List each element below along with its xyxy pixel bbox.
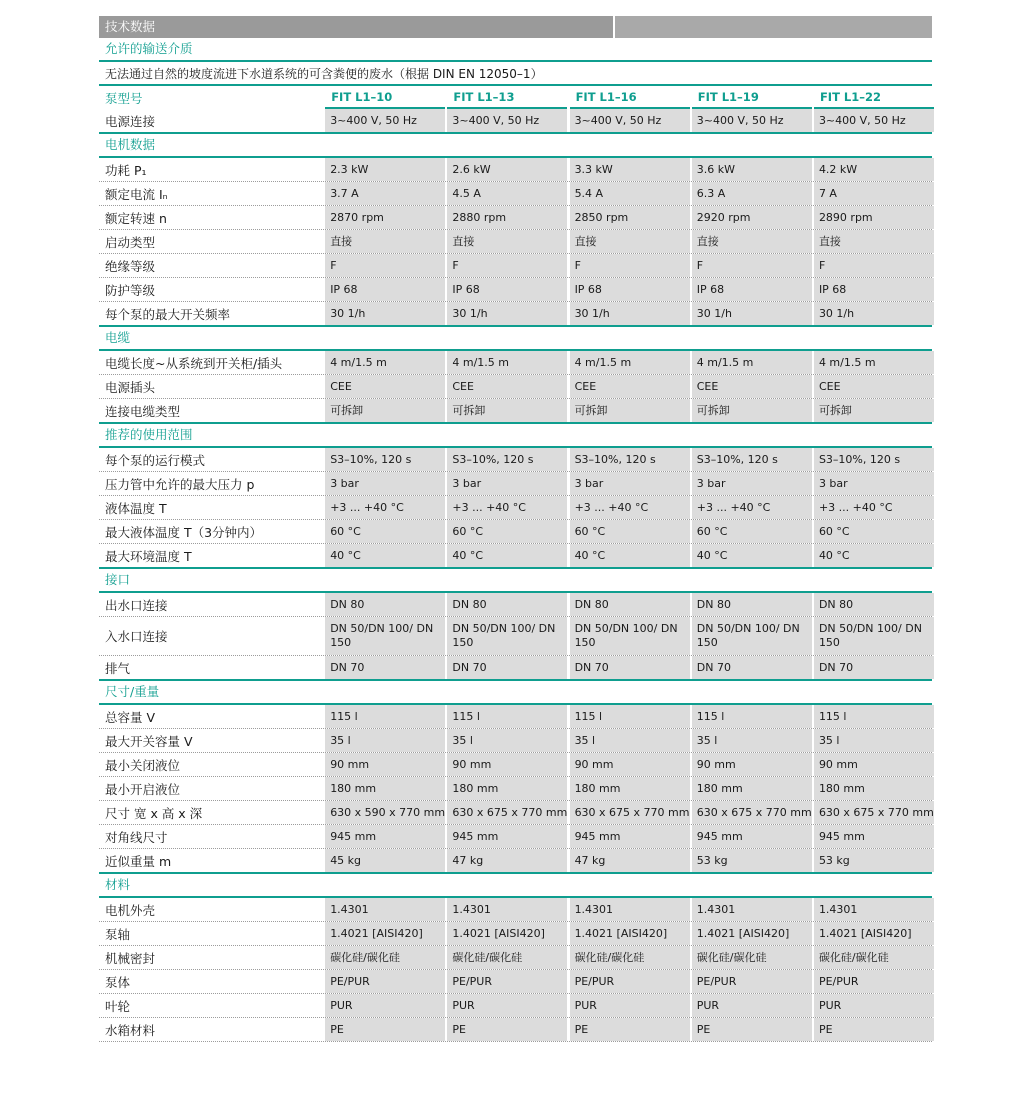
- row-label: 最大液体温度 T（3分钟内）: [105, 524, 263, 540]
- table-row: [99, 849, 932, 874]
- model-name: FIT L1–19: [692, 86, 812, 109]
- cell: 1.4301: [325, 898, 445, 921]
- cell: 1.4021 [AISI420]: [325, 922, 445, 945]
- model-header-row: [99, 86, 932, 109]
- table-row: [99, 705, 932, 729]
- cell: CEE: [325, 375, 445, 398]
- model-name: FIT L1–16: [570, 86, 690, 109]
- table-row: [99, 472, 932, 496]
- row-label: 最小开启液位: [105, 781, 181, 797]
- cell: DN 70: [325, 656, 445, 679]
- table-row: [99, 182, 932, 206]
- section-usage: [99, 424, 932, 448]
- cell: 53 kg: [692, 849, 812, 872]
- table-row: [99, 399, 932, 424]
- material-rows: [99, 898, 932, 1042]
- row-label: 近似重量 m: [105, 853, 172, 869]
- cell: PE: [692, 1018, 812, 1041]
- cell: 180 mm: [814, 777, 934, 800]
- cell: 3~400 V, 50 Hz: [570, 109, 690, 132]
- table-row: [99, 617, 932, 656]
- cell: S3–10%, 120 s: [814, 448, 934, 471]
- cell: 35 l: [814, 729, 934, 752]
- cell: 60 °C: [692, 520, 812, 543]
- row-label: 电缆长度~从系统到开关柜/插头: [105, 355, 283, 371]
- row-label: 排气: [105, 660, 131, 676]
- cell: 2870 rpm: [325, 206, 445, 229]
- cell: 60 °C: [447, 520, 567, 543]
- row-label: 泵体: [105, 974, 131, 990]
- cell: 3 bar: [570, 472, 690, 495]
- cell: 115 l: [325, 705, 445, 728]
- cell: 180 mm: [692, 777, 812, 800]
- cell: 碳化硅/碳化硅: [692, 946, 812, 969]
- cell: 115 l: [814, 705, 934, 728]
- cell: S3–10%, 120 s: [447, 448, 567, 471]
- row-label: 电机外壳: [105, 902, 156, 918]
- cell: F: [447, 254, 567, 277]
- cell: 可拆卸: [692, 399, 812, 422]
- cell: S3–10%, 120 s: [325, 448, 445, 471]
- cell: DN 70: [692, 656, 812, 679]
- cell: F: [692, 254, 812, 277]
- section-usage-title: 推荐的使用范围: [105, 427, 193, 442]
- section-dimensions: [99, 681, 932, 705]
- table-row: [99, 302, 932, 327]
- section-connections: [99, 569, 932, 593]
- cell: 3.6 kW: [692, 158, 812, 181]
- usage-rows: [99, 448, 932, 569]
- cell: F: [325, 254, 445, 277]
- model-name: FIT L1–13: [447, 86, 567, 109]
- cell: S3–10%, 120 s: [570, 448, 690, 471]
- cell: 945 mm: [325, 825, 445, 848]
- cell: 可拆卸: [325, 399, 445, 422]
- section-medium-title: 允许的输送介质: [105, 41, 193, 56]
- cell: DN 80: [325, 593, 445, 616]
- table-row: [99, 1018, 932, 1042]
- cell: 60 °C: [814, 520, 934, 543]
- row-label: 额定转速 n: [105, 210, 167, 226]
- cell: 6.3 A: [692, 182, 812, 205]
- cell: 碳化硅/碳化硅: [570, 946, 690, 969]
- cell: PE: [447, 1018, 567, 1041]
- cell: DN 80: [447, 593, 567, 616]
- cell: 40 °C: [570, 544, 690, 567]
- motor-rows: [99, 158, 932, 327]
- cell: DN 70: [570, 656, 690, 679]
- row-label: 出水口连接: [105, 597, 168, 613]
- cell: CEE: [447, 375, 567, 398]
- row-label: 每个泵的最大开关频率: [105, 306, 231, 322]
- cell: 4 m/1.5 m: [447, 351, 567, 374]
- table-row: [99, 753, 932, 777]
- cell: PE: [570, 1018, 690, 1041]
- cell: 2920 rpm: [692, 206, 812, 229]
- page-title: 技术数据: [105, 19, 156, 34]
- cell: 3~400 V, 50 Hz: [447, 109, 567, 132]
- row-label: 总容量 V: [105, 709, 156, 725]
- cell: DN 50/DN 100/ DN 150: [447, 617, 567, 655]
- cell: 40 °C: [814, 544, 934, 567]
- cell: PE/PUR: [570, 970, 690, 993]
- cell: +3 ... +40 °C: [325, 496, 445, 519]
- cell: 3 bar: [447, 472, 567, 495]
- section-materials-title: 材料: [105, 877, 131, 892]
- cell: IP 68: [814, 278, 934, 301]
- cell: +3 ... +40 °C: [447, 496, 567, 519]
- row-label: 绝缘等级: [105, 258, 156, 274]
- cell: 2880 rpm: [447, 206, 567, 229]
- cell: 2.6 kW: [447, 158, 567, 181]
- cell: 1.4021 [AISI420]: [447, 922, 567, 945]
- cell: 40 °C: [692, 544, 812, 567]
- connection-rows: [99, 593, 932, 681]
- row-label: 电源插头: [105, 379, 156, 395]
- cell: S3–10%, 120 s: [692, 448, 812, 471]
- section-materials: [99, 874, 932, 898]
- cell: 3~400 V, 50 Hz: [692, 109, 812, 132]
- table-row: [99, 825, 932, 849]
- cell: 3 bar: [325, 472, 445, 495]
- row-label: 最大开关容量 V: [105, 733, 193, 749]
- cell: PE: [814, 1018, 934, 1041]
- cell: CEE: [570, 375, 690, 398]
- cell: 90 mm: [325, 753, 445, 776]
- cell: 47 kg: [447, 849, 567, 872]
- cell: 30 1/h: [814, 302, 934, 325]
- cell: 4 m/1.5 m: [692, 351, 812, 374]
- row-label: 水箱材料: [105, 1022, 156, 1038]
- cell: 直接: [447, 230, 567, 253]
- cell: 53 kg: [814, 849, 934, 872]
- table-row: [99, 351, 932, 375]
- cell: DN 50/DN 100/ DN 150: [692, 617, 812, 655]
- cell: 2.3 kW: [325, 158, 445, 181]
- cell: 180 mm: [570, 777, 690, 800]
- cell: 4.2 kW: [814, 158, 934, 181]
- cell: 60 °C: [325, 520, 445, 543]
- cell: 3 bar: [692, 472, 812, 495]
- cell: 碳化硅/碳化硅: [814, 946, 934, 969]
- cell: PUR: [814, 994, 934, 1017]
- cell: 3 bar: [814, 472, 934, 495]
- cell: 3~400 V, 50 Hz: [325, 109, 445, 132]
- cell: 4.5 A: [447, 182, 567, 205]
- cell: 45 kg: [325, 849, 445, 872]
- table-row: [99, 970, 932, 994]
- cell: 可拆卸: [570, 399, 690, 422]
- cell: 3.7 A: [325, 182, 445, 205]
- cell: +3 ... +40 °C: [570, 496, 690, 519]
- cell: 630 x 675 x 770 mm: [447, 801, 567, 824]
- section-cable: [99, 327, 932, 351]
- cell: +3 ... +40 °C: [692, 496, 812, 519]
- row-label: 对角线尺寸: [105, 829, 168, 845]
- cell: 35 l: [570, 729, 690, 752]
- table-row: [99, 777, 932, 801]
- cell: IP 68: [692, 278, 812, 301]
- cell: 可拆卸: [814, 399, 934, 422]
- table-row: [99, 898, 932, 922]
- cell: 3.3 kW: [570, 158, 690, 181]
- cell: 60 °C: [570, 520, 690, 543]
- cell: F: [570, 254, 690, 277]
- row-label: 连接电缆类型: [105, 403, 181, 419]
- cell: 945 mm: [814, 825, 934, 848]
- row-label: 机械密封: [105, 950, 156, 966]
- medium-description-text: 无法通过自然的坡度流进下水道系统的可含粪便的废水（根据 DIN EN 12050–1）: [105, 66, 543, 81]
- cell: 30 1/h: [692, 302, 812, 325]
- table-row: [99, 593, 932, 617]
- cell: DN 70: [447, 656, 567, 679]
- model-label: 泵型号: [105, 90, 143, 106]
- row-label: 液体温度 T: [105, 500, 167, 516]
- row-label: 启动类型: [105, 234, 156, 250]
- cell: DN 80: [692, 593, 812, 616]
- cell: 90 mm: [570, 753, 690, 776]
- table-row: [99, 729, 932, 753]
- table-row: [99, 994, 932, 1018]
- title-bar: [99, 16, 932, 38]
- cell: 40 °C: [325, 544, 445, 567]
- cell: PUR: [447, 994, 567, 1017]
- table-row: [99, 254, 932, 278]
- row-label: 电源连接: [105, 113, 156, 129]
- cell: 35 l: [692, 729, 812, 752]
- cell: DN 50/DN 100/ DN 150: [325, 617, 445, 655]
- table-row: [99, 922, 932, 946]
- section-medium: [99, 38, 932, 62]
- cell: 945 mm: [447, 825, 567, 848]
- cell: F: [814, 254, 934, 277]
- cell: 直接: [570, 230, 690, 253]
- cell: 47 kg: [570, 849, 690, 872]
- cell: IP 68: [325, 278, 445, 301]
- row-label: 尺寸 宽 x 高 x 深: [105, 805, 203, 821]
- cell: 630 x 590 x 770 mm: [325, 801, 445, 824]
- cell: 直接: [325, 230, 445, 253]
- cell: 945 mm: [692, 825, 812, 848]
- cell: 630 x 675 x 770 mm: [814, 801, 934, 824]
- cell: PUR: [570, 994, 690, 1017]
- model-name: FIT L1–10: [325, 86, 445, 109]
- cell: 1.4021 [AISI420]: [814, 922, 934, 945]
- cell: PUR: [325, 994, 445, 1017]
- cell: 可拆卸: [447, 399, 567, 422]
- cell: DN 50/DN 100/ DN 150: [570, 617, 690, 655]
- cell: 30 1/h: [325, 302, 445, 325]
- cell: PE: [325, 1018, 445, 1041]
- tech-data-sheet: [99, 16, 932, 1042]
- cell: PE/PUR: [814, 970, 934, 993]
- cell: 90 mm: [692, 753, 812, 776]
- cell: 90 mm: [814, 753, 934, 776]
- cell: PE/PUR: [447, 970, 567, 993]
- table-row: [99, 375, 932, 399]
- cell: 3~400 V, 50 Hz: [814, 109, 934, 132]
- cell: 30 1/h: [570, 302, 690, 325]
- row-label: 防护等级: [105, 282, 156, 298]
- cell: 630 x 675 x 770 mm: [570, 801, 690, 824]
- cell: IP 68: [570, 278, 690, 301]
- table-row: [99, 544, 932, 569]
- cell: +3 ... +40 °C: [814, 496, 934, 519]
- cell: 115 l: [447, 705, 567, 728]
- cell: PUR: [692, 994, 812, 1017]
- table-row: [99, 206, 932, 230]
- row-label: 最大环境温度 T: [105, 548, 192, 564]
- cable-rows: [99, 351, 932, 424]
- cell: 直接: [692, 230, 812, 253]
- cell: 1.4301: [447, 898, 567, 921]
- cell: 1.4021 [AISI420]: [570, 922, 690, 945]
- table-row: [99, 801, 932, 825]
- cell: 1.4021 [AISI420]: [692, 922, 812, 945]
- row-label: 额定电流 Iₙ: [105, 186, 168, 202]
- medium-description: [99, 62, 932, 86]
- row-label: 压力管中允许的最大压力 p: [105, 476, 255, 492]
- table-row: [99, 656, 932, 681]
- table-row: [99, 278, 932, 302]
- cell: 1.4301: [692, 898, 812, 921]
- cell: 30 1/h: [447, 302, 567, 325]
- cell: 180 mm: [447, 777, 567, 800]
- cell: PE/PUR: [325, 970, 445, 993]
- section-dimensions-title: 尺寸/重量: [105, 684, 160, 699]
- table-row: [99, 158, 932, 182]
- row-label: 每个泵的运行模式: [105, 452, 206, 468]
- dimension-rows: [99, 705, 932, 874]
- cell: 直接: [814, 230, 934, 253]
- cell: 180 mm: [325, 777, 445, 800]
- cell: 115 l: [570, 705, 690, 728]
- cell: 35 l: [447, 729, 567, 752]
- cell: 115 l: [692, 705, 812, 728]
- row-label: 功耗 P₁: [105, 162, 147, 178]
- cell: DN 50/DN 100/ DN 150: [814, 617, 934, 655]
- cell: 2890 rpm: [814, 206, 934, 229]
- cell: 2850 rpm: [570, 206, 690, 229]
- cell: CEE: [814, 375, 934, 398]
- table-row: [99, 109, 932, 134]
- cell: 4 m/1.5 m: [570, 351, 690, 374]
- model-name: FIT L1–22: [814, 86, 934, 109]
- section-connections-title: 接口: [105, 572, 131, 587]
- cell: 7 A: [814, 182, 934, 205]
- cell: IP 68: [447, 278, 567, 301]
- cell: 4 m/1.5 m: [814, 351, 934, 374]
- cell: CEE: [692, 375, 812, 398]
- table-row: [99, 230, 932, 254]
- cell: 35 l: [325, 729, 445, 752]
- row-label: 叶轮: [105, 998, 131, 1014]
- section-motor: [99, 134, 932, 158]
- section-cable-title: 电缆: [105, 330, 131, 345]
- row-label: 最小关闭液位: [105, 757, 181, 773]
- table-row: [99, 946, 932, 970]
- section-motor-title: 电机数据: [105, 137, 156, 152]
- cell: 90 mm: [447, 753, 567, 776]
- cell: DN 80: [570, 593, 690, 616]
- cell: 945 mm: [570, 825, 690, 848]
- cell: 碳化硅/碳化硅: [325, 946, 445, 969]
- cell: DN 80: [814, 593, 934, 616]
- table-row: [99, 520, 932, 544]
- cell: 5.4 A: [570, 182, 690, 205]
- cell: 1.4301: [814, 898, 934, 921]
- cell: 4 m/1.5 m: [325, 351, 445, 374]
- cell: 1.4301: [570, 898, 690, 921]
- cell: 40 °C: [447, 544, 567, 567]
- table-row: [99, 496, 932, 520]
- cell: 630 x 675 x 770 mm: [692, 801, 812, 824]
- row-label: 入水口连接: [105, 629, 168, 644]
- table-row: [99, 448, 932, 472]
- cell: DN 70: [814, 656, 934, 679]
- row-label: 泵轴: [105, 926, 131, 942]
- cell: 碳化硅/碳化硅: [447, 946, 567, 969]
- cell: PE/PUR: [692, 970, 812, 993]
